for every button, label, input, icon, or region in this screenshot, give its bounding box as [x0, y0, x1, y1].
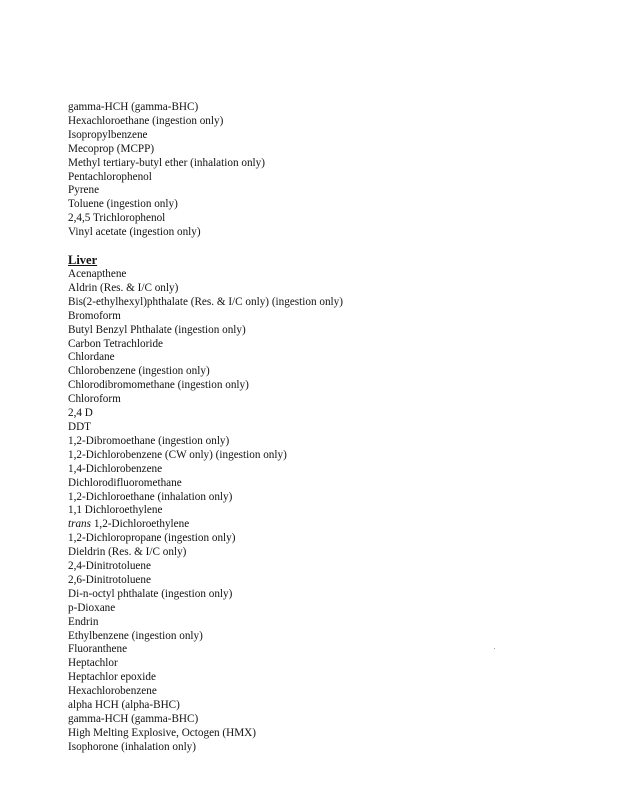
list-item: gamma-HCH (gamma-BHC) — [68, 713, 199, 725]
list-item: 2,4 D — [68, 407, 93, 420]
list-item: 1,2-Dichloropropane (ingestion only) — [68, 532, 236, 545]
list-item: 1,1 Dichloroethylene — [68, 504, 163, 517]
list-item: 2,4-Dinitrotoluene — [68, 560, 151, 573]
list-item: 1,2-Dichloroethane (inhalation only) — [68, 490, 233, 503]
list-item: Heptachlor epoxide — [68, 671, 156, 684]
list-item: Endrin — [68, 615, 99, 628]
list-item: Isopropylbenzene — [68, 128, 148, 141]
list-item: Dieldrin (Res. & I/C only) — [68, 546, 187, 559]
list-item: Bromoform — [68, 309, 121, 322]
list-item: 1,2-Dichlorobenzene (CW only) (ingestion only) — [68, 448, 287, 461]
list-item: Chlorodibromomethane (ingestion only) — [68, 379, 249, 392]
list-item: Chlorobenzene (ingestion only) — [68, 365, 210, 378]
list-item: Hexachlorobenzene — [68, 685, 157, 698]
list-item — [68, 518, 343, 532]
list-item: 2,4,5 Trichlorophenol — [68, 212, 166, 225]
list-item: Hexachloroethane (ingestion only) — [68, 114, 224, 127]
list-item: gamma-HCH (gamma-BHC) — [68, 101, 199, 113]
list-item: Fluoranthene — [68, 643, 128, 656]
list-item: Ethylbenzene (ingestion only) — [68, 629, 203, 642]
list-item: Methyl tertiary-butyl ether (inhalation only) — [68, 156, 265, 169]
list-item: Dichlorodifluoromethane — [68, 476, 182, 489]
list-item: Vinyl acetate (ingestion only) — [68, 226, 201, 239]
italic-prefix: trans — [68, 518, 92, 531]
list-item: 1,2-Dibromoethane (ingestion only) — [68, 434, 230, 447]
list-item: Aldrin (Res. & I/C only) — [68, 281, 179, 294]
list-item: p-Dioxane — [68, 601, 116, 614]
list-item: alpha HCH (alpha-BHC) — [68, 699, 180, 712]
list-item: 2,6-Dinitrotoluene — [68, 573, 151, 586]
list-item: Bis(2-ethylhexyl)phthalate (Res. & I/C only) (ingestion only) — [68, 295, 343, 308]
chemical-list-liver — [68, 268, 343, 755]
list-item: Pyrene — [68, 184, 100, 197]
section-heading-liver: Liver — [68, 253, 98, 267]
list-item: Toluene (ingestion only) — [68, 198, 178, 211]
list-item: Butyl Benzyl Phthalate (ingestion only) — [68, 323, 246, 336]
list-item: Di-n-octyl phthalate (ingestion only) — [68, 587, 233, 600]
list-item: Carbon Tetrachloride — [68, 337, 163, 350]
list-item: Pentachlorophenol — [68, 170, 152, 183]
list-item: DDT — [68, 420, 91, 433]
list-item: High Melting Explosive, Octogen (HMX) — [68, 726, 256, 739]
list-item: Chlordane — [68, 351, 115, 364]
list-item: Isophorone (inhalation only) — [68, 740, 197, 753]
list-item: Acenapthene — [68, 268, 127, 280]
item-text: 1,2-Dichloroethylene — [91, 518, 190, 531]
scan-speck — [494, 648, 495, 649]
list-item: Mecoprop (MCPP) — [68, 142, 155, 155]
list-item: 1,4-Dichlorobenzene — [68, 462, 163, 475]
list-item: Heptachlor — [68, 657, 118, 670]
list-item: Chloroform — [68, 393, 121, 406]
chemical-list-top — [68, 101, 265, 240]
